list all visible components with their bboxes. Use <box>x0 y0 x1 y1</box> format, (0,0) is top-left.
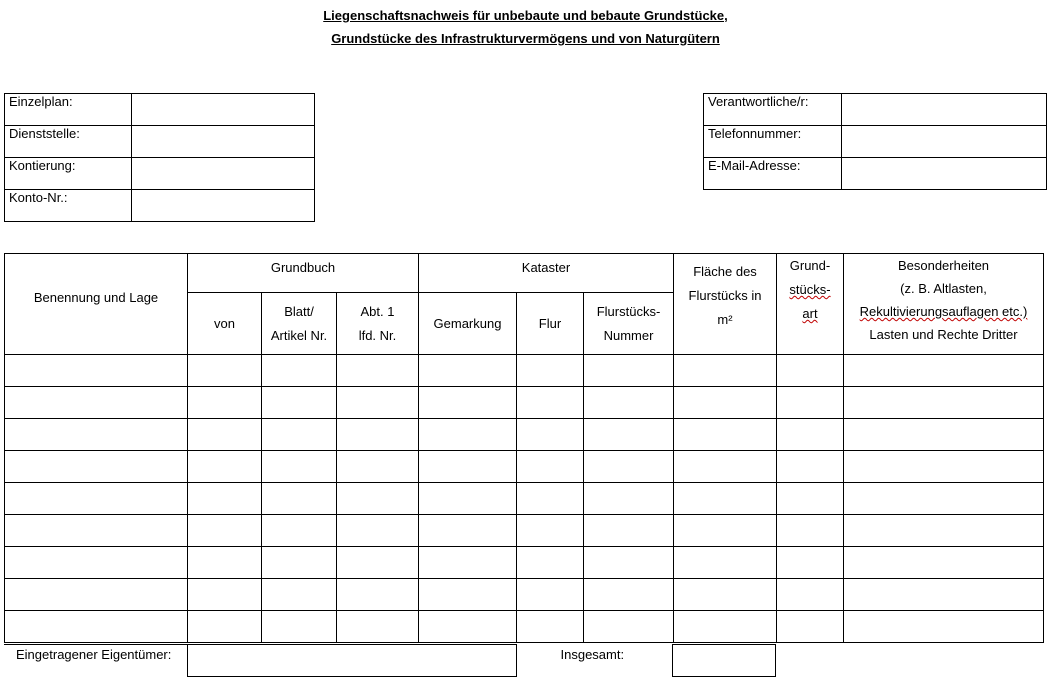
table-cell[interactable] <box>419 611 517 643</box>
telefonnummer-field[interactable] <box>842 126 1047 158</box>
table-cell[interactable] <box>844 483 1044 515</box>
header-von: von <box>188 293 262 355</box>
table-cell[interactable] <box>5 515 188 547</box>
header-gemarkung: Gemarkung <box>419 293 517 355</box>
table-cell[interactable] <box>517 419 584 451</box>
header-flurstuecksnummer: Flurstücks- Nummer <box>584 293 674 355</box>
table-cell[interactable] <box>584 483 674 515</box>
table-cell[interactable] <box>337 419 419 451</box>
table-cell[interactable] <box>584 387 674 419</box>
table-body <box>5 355 1044 643</box>
table-cell[interactable] <box>674 451 777 483</box>
einzelplan-field[interactable] <box>132 94 315 126</box>
form-title-line-1: Liegenschaftsnachweis für unbebaute und bebaute Grundstücke, <box>323 8 728 23</box>
table-cell[interactable] <box>584 355 674 387</box>
table-cell[interactable] <box>777 451 844 483</box>
table-row <box>5 483 1044 515</box>
table-cell[interactable] <box>777 515 844 547</box>
table-cell[interactable] <box>517 579 584 611</box>
table-cell[interactable] <box>188 547 262 579</box>
eigentuemer-label: Eingetragener Eigentümer: <box>4 645 187 677</box>
table-cell[interactable] <box>777 355 844 387</box>
form-title-line-2: Grundstücke des Infrastrukturvermögens und von Naturgütern <box>331 31 720 46</box>
table-cell[interactable] <box>674 355 777 387</box>
table-cell[interactable] <box>777 611 844 643</box>
table-cell[interactable] <box>337 611 419 643</box>
table-cell[interactable] <box>844 547 1044 579</box>
table-cell[interactable] <box>674 387 777 419</box>
footer-row <box>4 644 776 677</box>
header-benennung: Benennung und Lage <box>5 254 188 355</box>
konto-nr-field[interactable] <box>132 190 315 222</box>
table-cell[interactable] <box>584 579 674 611</box>
table-cell[interactable] <box>674 579 777 611</box>
table-cell[interactable] <box>419 547 517 579</box>
table-cell[interactable] <box>419 451 517 483</box>
email-field[interactable] <box>842 158 1047 190</box>
table-row <box>5 355 1044 387</box>
table-cell[interactable] <box>517 611 584 643</box>
dienststelle-field[interactable] <box>132 126 315 158</box>
table-cell[interactable] <box>5 387 188 419</box>
verantwortliche-label: Verantwortliche/r: <box>704 94 842 126</box>
table-cell[interactable] <box>262 387 337 419</box>
table-cell[interactable] <box>844 611 1044 643</box>
table-cell[interactable] <box>584 611 674 643</box>
table-cell[interactable] <box>844 355 1044 387</box>
table-cell[interactable] <box>844 515 1044 547</box>
verantwortliche-field[interactable] <box>842 94 1047 126</box>
table-cell[interactable] <box>517 483 584 515</box>
table-cell[interactable] <box>777 419 844 451</box>
telefonnummer-label: Telefonnummer: <box>704 126 842 158</box>
table-cell[interactable] <box>844 419 1044 451</box>
table-cell[interactable] <box>674 611 777 643</box>
table-cell[interactable] <box>844 387 1044 419</box>
table-cell[interactable] <box>777 579 844 611</box>
table-cell[interactable] <box>419 355 517 387</box>
table-row <box>5 611 1044 643</box>
right-info-box <box>703 93 1047 190</box>
header-flur: Flur <box>517 293 584 355</box>
table-cell[interactable] <box>262 611 337 643</box>
header-flaeche: Fläche des Flurstücks in m² <box>674 254 777 355</box>
table-cell[interactable] <box>337 387 419 419</box>
header-grundbuch: Grundbuch <box>188 254 419 293</box>
table-row <box>5 419 1044 451</box>
table-cell[interactable] <box>777 483 844 515</box>
table-cell[interactable] <box>262 547 337 579</box>
kontierung-field[interactable] <box>132 158 315 190</box>
table-cell[interactable] <box>419 387 517 419</box>
table-cell[interactable] <box>262 355 337 387</box>
table-cell[interactable] <box>517 387 584 419</box>
email-label: E-Mail-Adresse: <box>704 158 842 190</box>
table-cell[interactable] <box>188 355 262 387</box>
table-cell[interactable] <box>777 547 844 579</box>
table-cell[interactable] <box>262 419 337 451</box>
insgesamt-label: Insgesamt: <box>516 645 672 677</box>
table-cell[interactable] <box>188 611 262 643</box>
table-cell[interactable] <box>674 483 777 515</box>
table-row <box>5 579 1044 611</box>
table-cell[interactable] <box>188 515 262 547</box>
table-cell[interactable] <box>5 451 188 483</box>
table-cell[interactable] <box>419 419 517 451</box>
header-abt: Abt. 1 lfd. Nr. <box>337 293 419 355</box>
table-cell[interactable] <box>337 451 419 483</box>
table-cell[interactable] <box>5 419 188 451</box>
table-cell[interactable] <box>262 483 337 515</box>
table-cell[interactable] <box>188 579 262 611</box>
table-cell[interactable] <box>5 547 188 579</box>
table-cell[interactable] <box>188 387 262 419</box>
table-cell[interactable] <box>674 547 777 579</box>
table-cell[interactable] <box>844 579 1044 611</box>
table-cell[interactable] <box>262 515 337 547</box>
table-cell[interactable] <box>584 451 674 483</box>
table-row <box>5 387 1044 419</box>
table-cell[interactable] <box>5 355 188 387</box>
table-cell[interactable] <box>337 483 419 515</box>
table-cell[interactable] <box>674 419 777 451</box>
table-cell[interactable] <box>517 451 584 483</box>
table-cell[interactable] <box>674 515 777 547</box>
table-cell[interactable] <box>777 387 844 419</box>
table-cell[interactable] <box>517 355 584 387</box>
eigentuemer-field[interactable] <box>187 645 516 677</box>
header-blatt: Blatt/ Artikel Nr. <box>262 293 337 355</box>
left-info-box <box>4 93 315 222</box>
table-cell[interactable] <box>262 579 337 611</box>
table-cell[interactable] <box>262 451 337 483</box>
kontierung-label: Kontierung: <box>5 158 132 190</box>
table-cell[interactable] <box>584 515 674 547</box>
dienststelle-label: Dienststelle: <box>5 126 132 158</box>
table-cell[interactable] <box>584 547 674 579</box>
table-cell[interactable] <box>188 419 262 451</box>
table-cell[interactable] <box>337 355 419 387</box>
table-cell[interactable] <box>337 579 419 611</box>
header-kataster: Kataster <box>419 254 674 293</box>
table-cell[interactable] <box>584 419 674 451</box>
insgesamt-field[interactable] <box>672 645 775 677</box>
table-row <box>5 451 1044 483</box>
table-cell[interactable] <box>419 579 517 611</box>
header-grundstuecksart: Grund- stücks- art <box>777 254 844 355</box>
table-row <box>5 515 1044 547</box>
table-cell[interactable] <box>419 515 517 547</box>
table-cell[interactable] <box>419 483 517 515</box>
table-cell[interactable] <box>188 451 262 483</box>
table-cell[interactable] <box>517 547 584 579</box>
konto-nr-label: Konto-Nr.: <box>5 190 132 222</box>
table-cell[interactable] <box>337 515 419 547</box>
einzelplan-label: Einzelplan: <box>5 94 132 126</box>
table-cell[interactable] <box>337 547 419 579</box>
property-table <box>4 253 1044 643</box>
table-cell[interactable] <box>844 451 1044 483</box>
table-cell[interactable] <box>188 483 262 515</box>
table-cell[interactable] <box>5 579 188 611</box>
table-cell[interactable] <box>5 611 188 643</box>
header-besonderheiten: Besonderheiten (z. B. Altlasten, Rekultivierungsauflagen etc.) Lasten und Rechte Dritter <box>844 254 1044 355</box>
table-cell[interactable] <box>517 515 584 547</box>
table-cell[interactable] <box>5 483 188 515</box>
table-row <box>5 547 1044 579</box>
